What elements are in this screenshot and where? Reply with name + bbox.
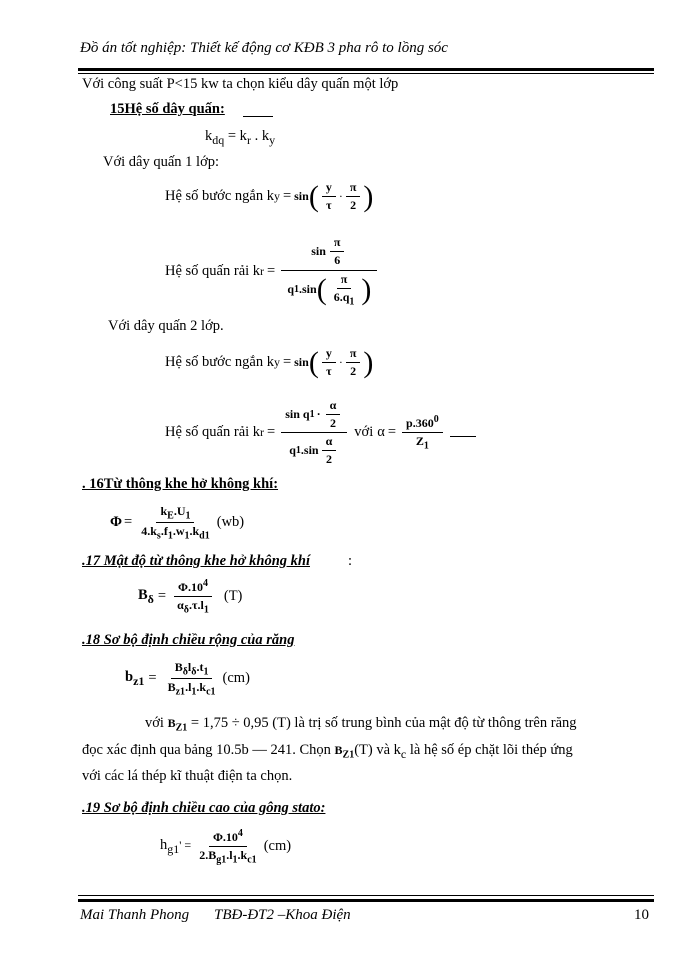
section-15-underline-tail <box>243 116 273 117</box>
distribution-formula-2: Hệ số quấn rải k r = sin q 1 · $\frac{\alpha}{2}$ q 1 .sin $\frac{\alpha}{2}$ với α = $\frac{p.360^0}{Z_1}$ <box>165 398 476 467</box>
intro-text: Với công suất P<15 kw ta chọn kiểu dây quấn một lớp <box>82 76 399 92</box>
header-rule-thin <box>78 73 654 74</box>
header-rule <box>78 68 654 71</box>
footer-author: Mai Thanh Phong <box>80 907 190 923</box>
one-layer-label: Với dây quấn 1 lớp: <box>103 154 220 170</box>
distribution-formula-1: Hệ số quấn rải k r = sin $\frac{\pi}{6}$ q 1 .sin ( $\frac{\pi}{6.q_1}$ ) <box>165 235 380 307</box>
section-17-colon: : <box>348 553 353 569</box>
section-17-title: .17 Mật độ từ thông khe hở không khí <box>82 553 310 569</box>
section-19-title: .19 Sơ bộ định chiều cao của gông stato: <box>82 800 326 816</box>
page-header-title: Đồ án tốt nghiệp: Thiết kế động cơ KĐB 3 pha rô to lồng sóc <box>80 40 448 56</box>
footer-rule <box>78 899 654 902</box>
short-pitch-formula-2: Hệ số bước ngắn k y = sin ( $\frac{y}{\tau}$ · $\frac{\pi}{2}$ ) <box>165 345 374 379</box>
footer-class: TBĐ-ĐT2 –Khoa Điện <box>214 907 351 923</box>
section-16-title: . 16Từ thông khe hở không khí: <box>82 476 279 492</box>
page-number: 10 <box>634 907 649 923</box>
paragraph-line-1: với $B_{Z1} = 1,75 \div 0,95$ (T) là trị số trung bình của mật độ từ thông trên răng <box>145 715 577 734</box>
footer-rule-thin <box>78 895 654 896</box>
section-18-title: .18 Sơ bộ định chiều rộng của răng <box>82 632 295 648</box>
section-15-title: 15Hệ số dây quấn: <box>110 101 225 117</box>
tooth-width-formula: $b_{z1}$ = $\frac{B_\delta l_\delta.t_1}{B_{z1}.l_1.k_{c1}}$ (cm) <box>125 660 250 698</box>
flux-density-formula: $B_\delta$ = $\frac{\Phi.10^4}{\alpha_\delta.\tau.l_1}$ (T) <box>138 578 243 616</box>
yoke-height-formula: $h_{g1}'$ = $\frac{\Phi.10^4}{2.B_{g1}.l_1.k_{c1}}$ (cm) <box>160 828 292 866</box>
kdq-formula: $k_{dq} = k_r$ . $k_y$ <box>205 128 276 147</box>
short-pitch-formula-1: Hệ số bước ngắn k y = sin ( $\frac{y}{\tau}$ · $\frac{\pi}{2}$ ) <box>165 179 374 213</box>
paragraph-line-3: với các lá thép kĩ thuật điện ta chọn. <box>82 768 293 784</box>
two-layer-label: Với dây quấn 2 lớp. <box>108 318 224 334</box>
paragraph-line-2: đọc xác định qua bảng 10.5b — 241. Chọn $B_{Z1}(T)$ và $k_c$ là hệ số ép chặt lõi thép ứng <box>82 742 573 761</box>
flux-formula: Φ = $\frac{k_E.U_1}{4.k_s.f_1.w_1.k_{d1}}$ (wb) <box>110 504 245 542</box>
